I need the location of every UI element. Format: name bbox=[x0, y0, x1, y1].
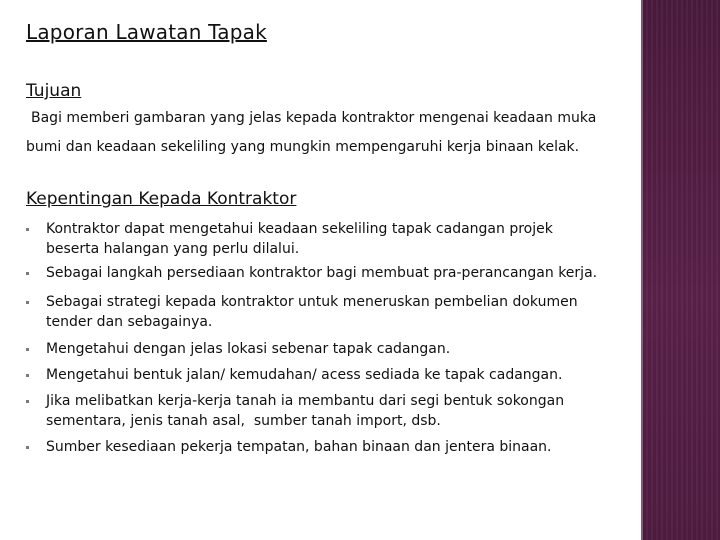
page-title: Laporan Lawatan Tapak bbox=[26, 20, 267, 44]
tujuan-text-line-1: Bagi memberi gambaran yang jelas kepada kontraktor mengenai keadaan muka bbox=[31, 110, 597, 126]
list-item-line: Kontraktor dapat mengetahui keadaan sekeliling tapak cadangan projek bbox=[46, 221, 553, 237]
bullet-square-icon bbox=[26, 272, 29, 275]
list-item-line: Mengetahui bentuk jalan/ kemudahan/ acess sediada ke tapak cadangan. bbox=[46, 367, 563, 383]
list-item-line: Jika melibatkan kerja-kerja tanah ia membantu dari segi bentuk sokongan bbox=[46, 393, 565, 409]
list-item bbox=[26, 391, 646, 431]
list-item bbox=[26, 339, 646, 359]
list-item-line: Sumber kesediaan pekerja tempatan, bahan binaan dan jentera binaan. bbox=[46, 439, 552, 455]
list-item bbox=[26, 437, 646, 457]
list-item-line: Sebagai strategi kepada kontraktor untuk meneruskan pembelian dokumen bbox=[46, 294, 578, 310]
list-item-line: tender dan sebagainya. bbox=[46, 314, 213, 330]
bullet-square-icon bbox=[26, 348, 29, 351]
list-item bbox=[26, 365, 646, 385]
list-item bbox=[26, 219, 646, 259]
bullet-square-icon bbox=[26, 301, 29, 304]
list-item-line: Sebagai langkah persediaan kontraktor bagi membuat pra-perancangan kerja. bbox=[46, 265, 598, 281]
list-item bbox=[26, 292, 646, 332]
list-item-line: Mengetahui dengan jelas lokasi sebenar tapak cadangan. bbox=[46, 341, 451, 357]
bullet-square-icon bbox=[26, 400, 29, 403]
bullet-square-icon bbox=[26, 446, 29, 449]
list-item-line: sementara, jenis tanah asal, sumber tanah import, dsb. bbox=[46, 413, 441, 429]
bullet-square-icon bbox=[26, 228, 29, 231]
tujuan-heading: Tujuan bbox=[26, 81, 82, 101]
bullet-square-icon bbox=[26, 374, 29, 377]
tujuan-text-line-2: bumi dan keadaan sekeliling yang mungkin mempengaruhi kerja binaan kelak. bbox=[26, 139, 580, 155]
kepentingan-heading: Kepentingan Kepada Kontraktor bbox=[26, 189, 297, 209]
decorative-side-band bbox=[641, 0, 720, 540]
list-item-line: beserta halangan yang perlu dilalui. bbox=[46, 241, 300, 257]
list-item bbox=[26, 263, 646, 283]
